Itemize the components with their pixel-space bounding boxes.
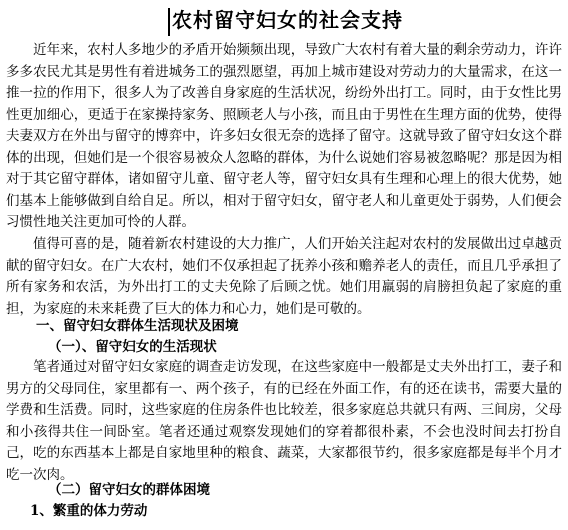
item-heading-labor: 1、繁重的体力劳动 [30, 503, 148, 519]
section-heading: 一、留守妇女群体生活现状及困境 [36, 318, 239, 334]
subsection-heading-status: （一）、留守妇女的生活现状 [48, 339, 217, 355]
paragraph-appreciation: 值得可喜的是，随着新农村建设的大力推广，人们开始关注起对农村的发展做出过卓越贡献的留守妇女。在广大农村，她们不仅承担起了抚养小孩和赡养老人的责任，而且几乎承担了所有家务和农活，为外出打工的丈夫免除了后顾之忧。她们用羸弱的肩膀担负起了家庭的重担，为家庭的未来耗费了巨大的体力和心力，她们是可敬的。 [6, 236, 562, 317]
paragraph-intro: 近年来，农村人多地少的矛盾开始频频出现，导致广大农村有着大量的剩余劳动力，许许多多农民尤其是男性有着进城务工的强烈愿望，再加上城市建设对劳动力的大量需求，在这一推一拉的作用下，很多人为了改善自身家庭的生活状况，纷纷外出打工。同时，由于女性比男性更加细心，更适于在家操持家务、照顾老人与小孩，而且由于男性在生理方面的优势，使得夫妻双方在外出与留守的博弈中，许多妇女很无奈的选择了留守。这就导致了留守妇女这个群体的出现，但她们是一个很容易被众人忽略的群体，为什么说她们容易被忽略呢？那是因为相对于其它留守群体，诸如留守儿童、留守老人等，留守妇女具有生理和心理上的很大优势，她们基本上能够做到自给自足。所以，相对于留守妇女，留守老人和儿童更处于弱势，人们便会习惯性地关注更加可怜的人群。 [6, 42, 562, 230]
subsection-heading-difficulties: （二）留守妇女的群体困境 [48, 482, 210, 498]
text-cursor [168, 8, 170, 36]
document-title: 农村留守妇女的社会支持 [172, 8, 403, 32]
paragraph-survey: 笔者通过对留守妇女家庭的调查走访发现，在这些家庭中一般都是丈夫外出打工，妻子和男方的父母同住，家里都有一、两个孩子，有的已经在外面工作，有的还在读书，需要大量的学费和生活费。同时，这些家庭的住房条件也比较差，很多家庭总共就只有两、三间房，父母和小孩得共住一间卧室。笔者还通过观察发现她们的穿着都很朴素，不会也没时间去打扮自己，吃的东西基本上都是自家地里种的粮食、蔬菜，大家都很节约，很多家庭都是每半个月才吃一次肉。 [6, 359, 562, 483]
